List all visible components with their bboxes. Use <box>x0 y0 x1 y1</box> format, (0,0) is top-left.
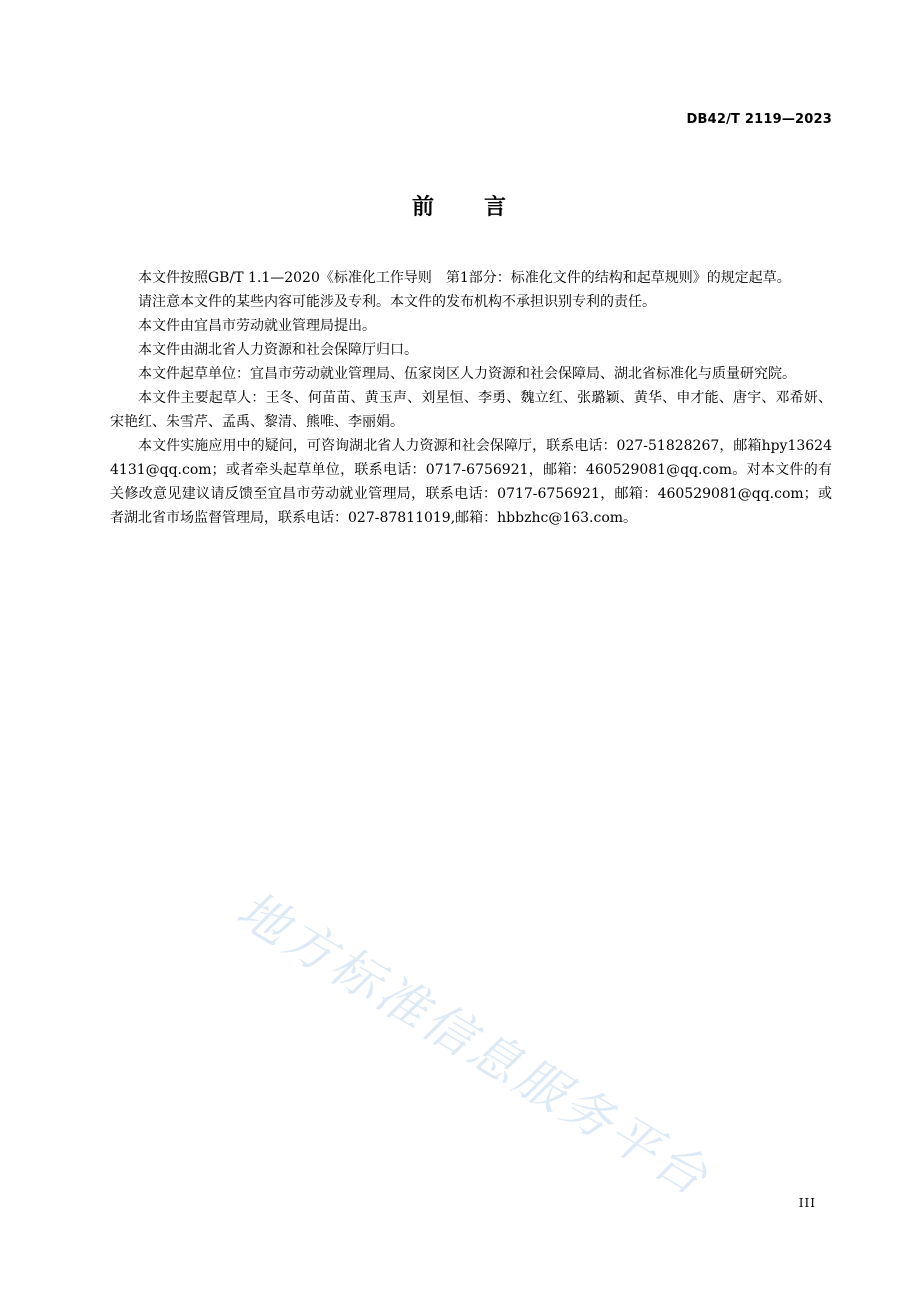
paragraph-patent-notice: 请注意本文件的某些内容可能涉及专利。本文件的发布机构不承担识别专利的责任。 <box>138 294 656 310</box>
paragraph-drafting-rules: 本文件按照GB/T 1.1—2020《标准化工作导则 第1部分：标准化文件的结构和起草规则》的规定起草。 <box>138 270 791 286</box>
paragraph-contact-info: 本文件实施应用中的疑问，可咨询湖北省人力资源和社会保障厅，联系电话：027-51828267，邮箱hpy136244131@qq.com；或者牵头起草单位，联系电话：0717-6756921，邮箱：460529081@qq.com。对本文件的有关修改意见建议请反馈至宜昌市劳动就业管理局，联系电话：0717-6756921，邮箱：460529081@qq.com；或者湖北省市场监督管理局，联系电话：027-87811019,邮箱：hbbzhc@163.com。 <box>110 438 832 526</box>
watermark: 地方标准信息服务平台 <box>227 880 720 1208</box>
page-number: III <box>798 1196 816 1210</box>
document-code: DB42/T 2119—2023 <box>686 112 832 127</box>
paragraph-proposer: 本文件由宜昌市劳动就业管理局提出。 <box>138 318 376 334</box>
page-title: 前 言 <box>411 195 508 220</box>
foreword-body <box>110 266 832 530</box>
paragraph-drafters: 本文件主要起草人：王冬、何苗苗、黄玉声、刘星恒、李勇、魏立红、张璐颖、黄华、申才能、唐宇、邓希妍、宋艳红、朱雪芹、孟禹、黎清、熊唯、李丽娟。 <box>110 390 832 430</box>
paragraph-administrator: 本文件由湖北省人力资源和社会保障厅归口。 <box>138 342 418 358</box>
paragraph-drafting-units: 本文件起草单位：宜昌市劳动就业管理局、伍家岗区人力资源和社会保障局、湖北省标准化与质量研究院。 <box>138 366 796 382</box>
